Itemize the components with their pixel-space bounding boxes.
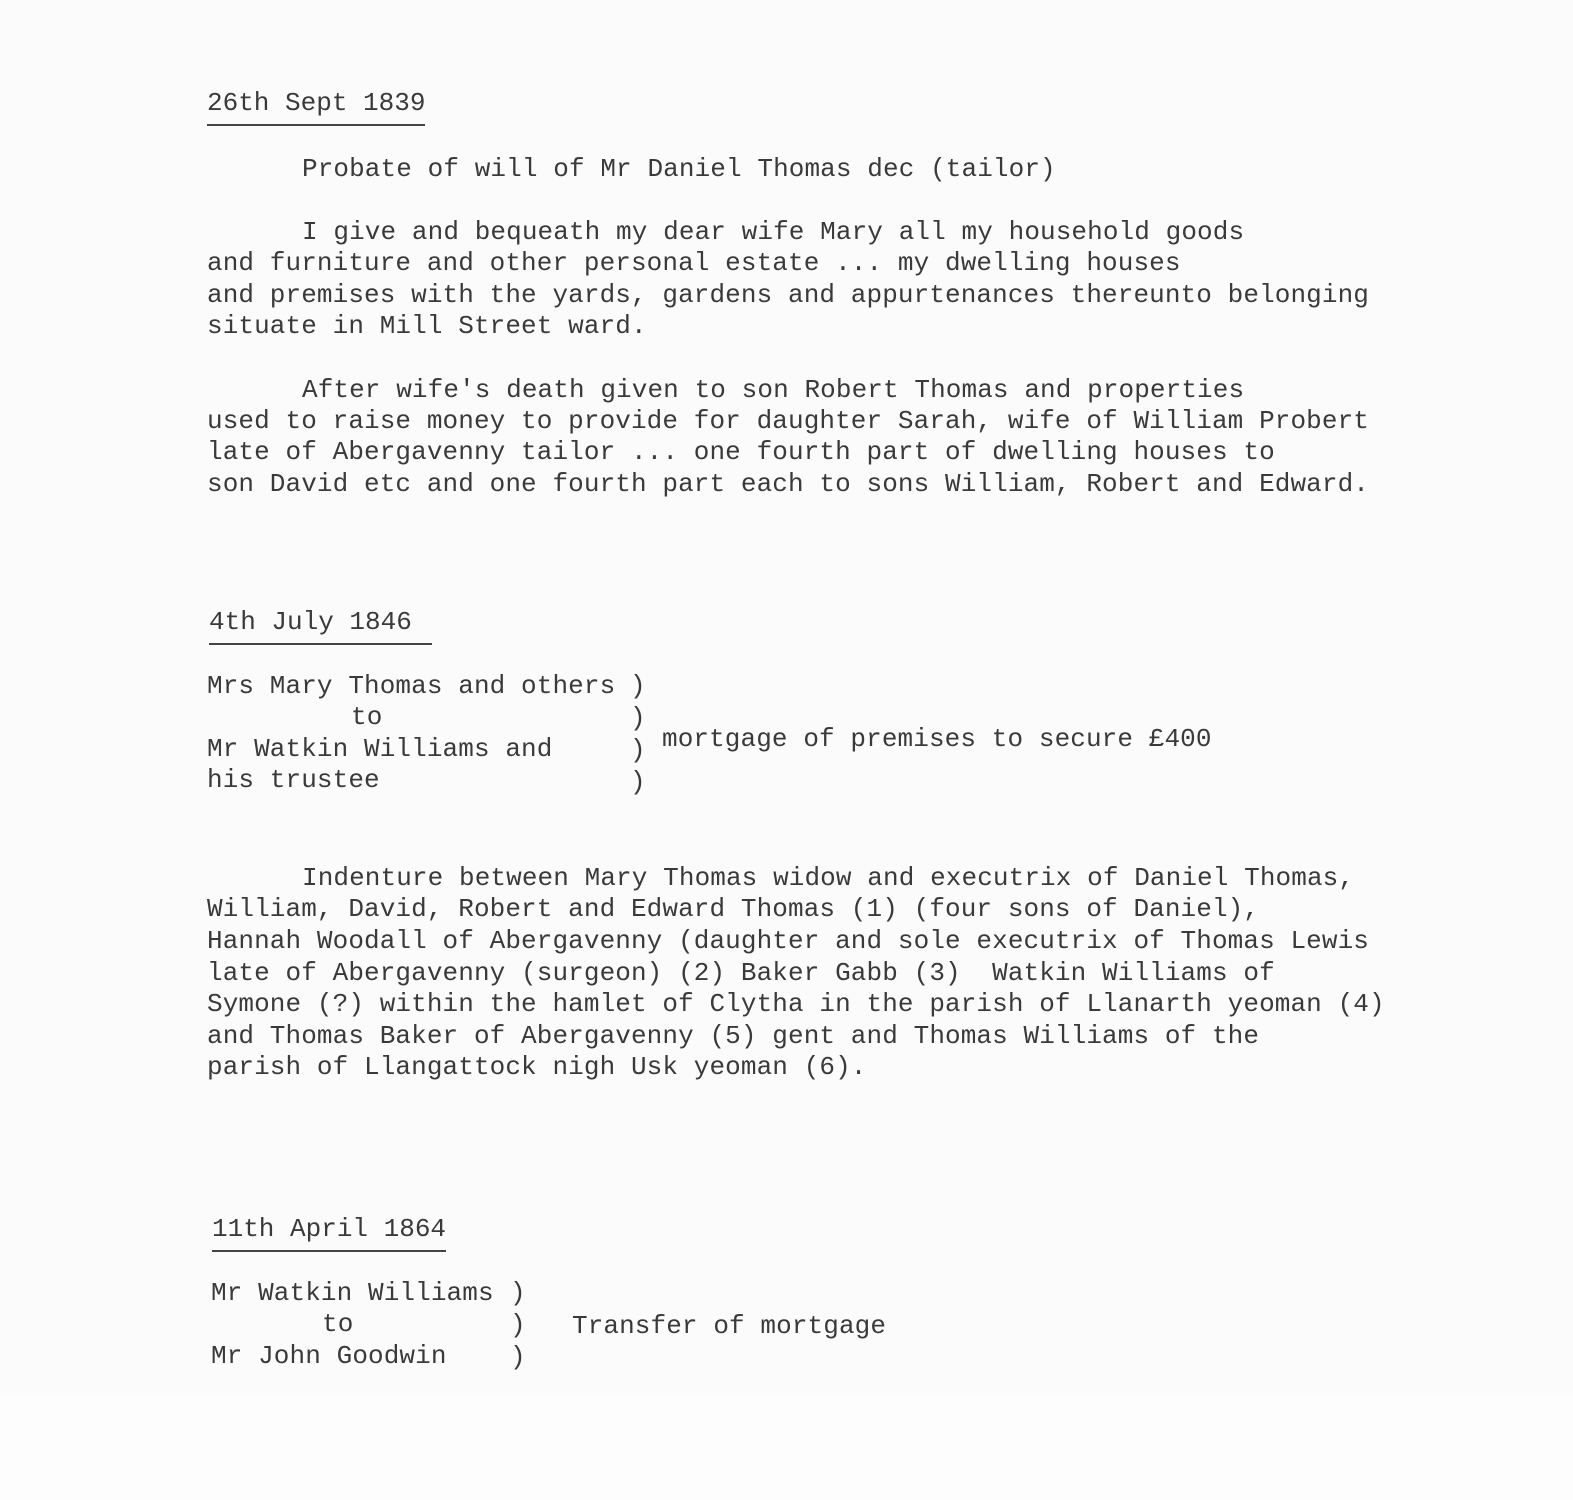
bracket: ) [630, 703, 646, 733]
entry-date-1846: 4th July 1846 [209, 607, 432, 645]
party-line: Mr John Goodwin [211, 1341, 447, 1371]
text-line: parish of Llangattock nigh Usk yeoman (6). [207, 1052, 867, 1082]
bracket: ) [630, 671, 646, 701]
party-line: Mr Watkin Williams [211, 1278, 494, 1308]
text-line: Symone (?) within the hamlet of Clytha in the parish of Llanarth yeoman (4) [207, 989, 1385, 1019]
bracket: ) [510, 1278, 526, 1308]
bracket: ) [630, 735, 646, 765]
probate-title: Probate of will of Mr Daniel Thomas dec (tailor) [302, 154, 1056, 184]
party-line: Mr Watkin Williams and [207, 734, 553, 764]
text-line: used to raise money to provide for daughter Sarah, wife of William Probert [207, 406, 1369, 436]
text-line: and Thomas Baker of Abergavenny (5) gent and Thomas Williams of the [207, 1021, 1260, 1051]
party-line: Mrs Mary Thomas and others [207, 671, 616, 701]
text-line: Hannah Woodall of Abergavenny (daughter and sole executrix of Thomas Lewis [207, 926, 1369, 956]
party-line: his trustee [207, 765, 380, 795]
text-line: son David etc and one fourth part each to sons William, Robert and Edward. [207, 469, 1369, 499]
entry-date-1864: 11th April 1864 [212, 1214, 446, 1252]
text-line: William, David, Robert and Edward Thomas (1) (four sons of Daniel), [207, 894, 1260, 924]
entry-date-1839: 26th Sept 1839 [207, 88, 425, 126]
bracket: ) [630, 767, 646, 797]
scan-margin [0, 1395, 1573, 1500]
text-line: Indenture between Mary Thomas widow and executrix of Daniel Thomas, [302, 863, 1355, 893]
party-line: to [351, 702, 383, 732]
bracket: ) [510, 1310, 526, 1340]
text-line: and premises with the yards, gardens and appurtenances thereunto belonging [207, 280, 1369, 310]
text-line: and furniture and other personal estate ... my dwelling houses [207, 248, 1181, 278]
bracket: ) [510, 1342, 526, 1372]
text-line: I give and bequeath my dear wife Mary all my household goods [302, 217, 1245, 247]
text-line: late of Abergavenny (surgeon) (2) Baker Gabb (3) Watkin Williams of [207, 958, 1275, 988]
party-line: to [322, 1309, 354, 1339]
transfer-description: Transfer of mortgage [572, 1311, 887, 1341]
text-line: After wife's death given to son Robert Thomas and properties [302, 375, 1245, 405]
text-line: late of Abergavenny tailor ... one fourth part of dwelling houses to [207, 437, 1275, 467]
mortgage-description: mortgage of premises to secure £400 [662, 724, 1212, 754]
text-line: situate in Mill Street ward. [207, 311, 647, 341]
